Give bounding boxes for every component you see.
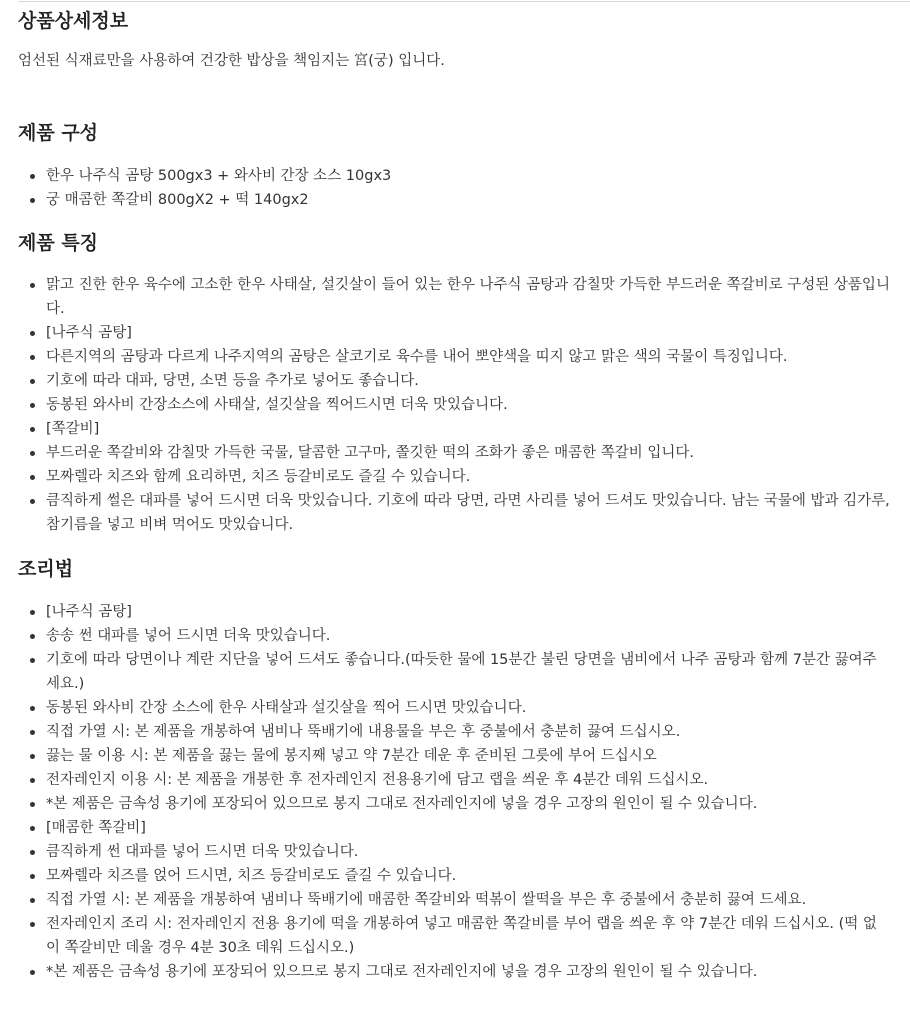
list-item-text: 다른지역의 곰탕과 다르게 나주지역의 곰탕은 살코기로 육수를 내어 뽀얀색을 띠지 않고 맑은 색의 국물이 특징입니다. <box>46 349 788 365</box>
bullet-dot-icon <box>30 970 35 975</box>
bullet-dot-icon <box>30 898 35 903</box>
intro-text: 엄선된 식재료만을 사용하여 건강한 밥상을 책임지는 宮(궁) 입니다. <box>18 53 445 69</box>
list-item <box>46 345 898 369</box>
list-item <box>46 417 898 441</box>
composition-list <box>18 164 898 212</box>
list-item-text: [매콤한 쪽갈비] <box>46 820 146 836</box>
bullet-dot-icon <box>30 475 35 480</box>
features-list <box>18 273 898 537</box>
list-item <box>46 321 898 345</box>
page-title: 상품상세정보 <box>18 10 129 32</box>
list-item-text: 모짜렐라 치즈를 얹어 드시면, 치즈 등갈비로도 즐길 수 있습니다. <box>46 868 457 884</box>
list-item-text: 부드러운 쪽갈비와 감칠맛 가득한 국물, 달콤한 고구마, 쫄깃한 떡의 조화가 좋은 매콤한 쪽갈비 입니다. <box>46 445 695 461</box>
list-item-text: 모짜렐라 치즈와 함께 요리하면, 치즈 등갈비로도 즐길 수 있습니다. <box>46 469 471 485</box>
list-item-text: 한우 나주식 곰탕 500gx3 + 와사비 간장 소스 10gx3 <box>46 168 392 184</box>
list-item <box>46 600 898 624</box>
bullet-dot-icon <box>30 174 35 179</box>
list-item-text: [나주식 곰탕] <box>46 325 132 341</box>
list-item <box>46 792 898 816</box>
bullet-dot-icon <box>30 826 35 831</box>
composition-section <box>18 120 898 212</box>
list-item <box>46 188 898 212</box>
list-item-text: 동봉된 와사비 간장소스에 사태살, 설깃살을 찍어드시면 더욱 맛있습니다. <box>46 397 508 413</box>
list-item <box>46 864 898 888</box>
recipe-section <box>18 556 898 984</box>
list-item <box>46 273 898 321</box>
bullet-dot-icon <box>30 634 35 639</box>
list-item-text: 직접 가열 시: 본 제품을 개봉하여 냄비나 뚝배기에 내용물을 부은 후 중불에서 충분히 끓여 드십시오. <box>46 724 681 740</box>
features-section <box>18 230 898 537</box>
list-item-text: *본 제품은 금속성 용기에 포장되어 있으므로 봉지 그대로 전자레인지에 넣을 경우 고장의 원인이 될 수 있습니다. <box>46 796 758 812</box>
bullet-dot-icon <box>30 403 35 408</box>
bullet-dot-icon <box>30 451 35 456</box>
list-item-text: [쪽갈비] <box>46 421 100 437</box>
list-item-text: 큼직하게 썰은 대파를 넣어 드시면 더욱 맛있습니다. 기호에 따라 당면, 라면 사리를 넣어 드셔도 맛있습니다. 남는 국물에 밥과 김가루, 참기름을 넣고 비벼 먹어도 맛있습니다. <box>46 493 890 533</box>
recipe-list <box>18 600 898 984</box>
list-item-text: 궁 매콤한 쪽갈비 800gX2 + 떡 140gx2 <box>46 192 309 208</box>
list-item <box>46 720 898 744</box>
list-item <box>46 489 898 537</box>
list-item <box>46 624 898 648</box>
list-item <box>46 648 898 696</box>
bullet-dot-icon <box>30 850 35 855</box>
top-divider <box>18 1 910 2</box>
list-item-text: [나주식 곰탕] <box>46 604 132 620</box>
list-item <box>46 888 898 912</box>
bullet-dot-icon <box>30 379 35 384</box>
bullet-dot-icon <box>30 754 35 759</box>
list-item <box>46 465 898 489</box>
list-item-text: 기호에 따라 당면이나 계란 지단을 넣어 드셔도 좋습니다.(따듯한 물에 15분간 불린 당면을 냄비에서 나주 곰탕과 함께 7분간 끓여주세요.) <box>46 652 877 692</box>
list-item <box>46 768 898 792</box>
list-item-text: 동봉된 와사비 간장 소스에 한우 사태살과 설깃살을 찍어 드시면 맛있습니다. <box>46 700 527 716</box>
recipe-heading: 조리법 <box>18 558 74 580</box>
list-item <box>46 441 898 465</box>
list-item <box>46 164 898 188</box>
list-item <box>46 744 898 768</box>
bullet-dot-icon <box>30 610 35 615</box>
list-item-text: 기호에 따라 대파, 당면, 소면 등을 추가로 넣어도 좋습니다. <box>46 373 419 389</box>
bullet-dot-icon <box>30 427 35 432</box>
bullet-dot-icon <box>30 778 35 783</box>
list-item-text: 전자레인지 조리 시: 전자레인지 전용 용기에 떡을 개봉하여 넣고 매콤한 쪽갈비를 부어 랩을 씌운 후 약 7분간 데워 드십시오. (떡 없이 쪽갈비만 데울 경우 4분 30초 데워 드십시오.) <box>46 916 877 956</box>
list-item <box>46 960 898 984</box>
list-item <box>46 840 898 864</box>
bullet-dot-icon <box>30 283 35 288</box>
list-item-text: 송송 썬 대파를 넣어 드시면 더욱 맛있습니다. <box>46 628 331 644</box>
list-item-text: 맑고 진한 한우 육수에 고소한 한우 사태살, 설깃살이 들어 있는 한우 나주식 곰탕과 감칠맛 가득한 부드러운 쪽갈비로 구성된 상품입니다. <box>46 277 890 317</box>
list-item <box>46 912 898 960</box>
bullet-dot-icon <box>30 331 35 336</box>
bullet-dot-icon <box>30 874 35 879</box>
bullet-dot-icon <box>30 355 35 360</box>
bullet-dot-icon <box>30 706 35 711</box>
list-item <box>46 393 898 417</box>
list-item-text: 직접 가열 시: 본 제품을 개봉하여 냄비나 뚝배기에 매콤한 쪽갈비와 떡볶이 쌀떡을 부은 후 중불에서 충분히 끓여 드세요. <box>46 892 807 908</box>
bullet-dot-icon <box>30 802 35 807</box>
bullet-dot-icon <box>30 658 35 663</box>
bullet-dot-icon <box>30 730 35 735</box>
list-item-text: 큼직하게 썬 대파를 넣어 드시면 더욱 맛있습니다. <box>46 844 359 860</box>
features-heading: 제품 특징 <box>18 232 99 254</box>
composition-heading: 제품 구성 <box>18 122 99 144</box>
list-item-text: 끓는 물 이용 시: 본 제품을 끓는 물에 봉지째 넣고 약 7분간 데운 후 준비된 그릇에 부어 드십시오 <box>46 748 657 764</box>
list-item-text: 전자레인지 이용 시: 본 제품을 개봉한 후 전자레인지 전용용기에 담고 랩을 씌운 후 4분간 데워 드십시오. <box>46 772 709 788</box>
list-item-text: *본 제품은 금속성 용기에 포장되어 있으므로 봉지 그대로 전자레인지에 넣을 경우 고장의 원인이 될 수 있습니다. <box>46 964 758 980</box>
list-item <box>46 816 898 840</box>
bullet-dot-icon <box>30 198 35 203</box>
bullet-dot-icon <box>30 499 35 504</box>
list-item <box>46 369 898 393</box>
bullet-dot-icon <box>30 922 35 927</box>
list-item <box>46 696 898 720</box>
